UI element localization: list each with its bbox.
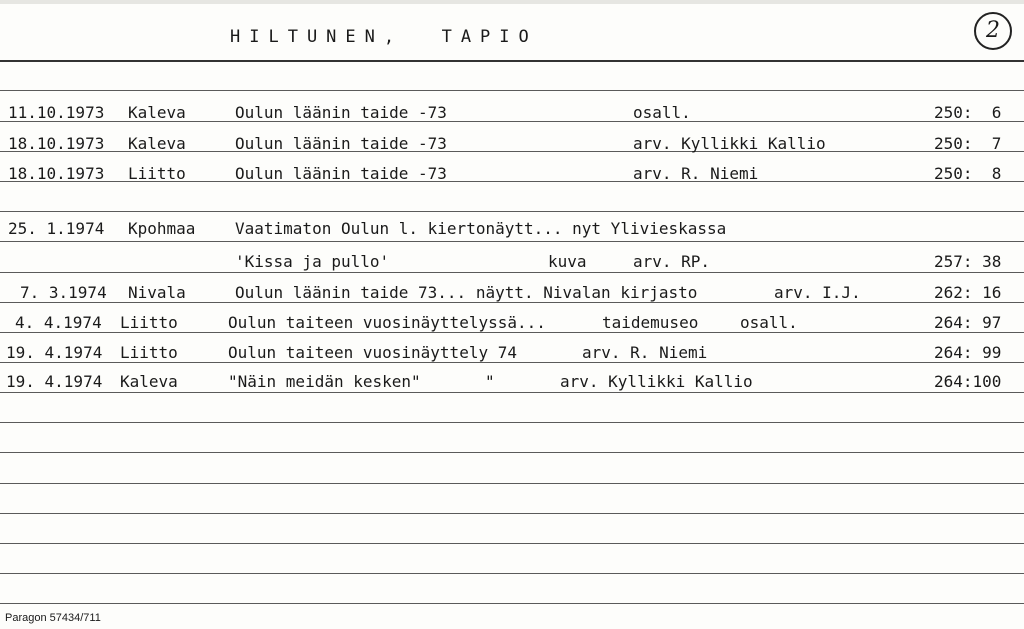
entry-note: osall. bbox=[633, 103, 691, 122]
entry-text: Oulun läänin taide -73 bbox=[235, 164, 447, 183]
entry-source: Nivala bbox=[128, 283, 186, 302]
entry-source: Kaleva bbox=[128, 103, 186, 122]
header-rule bbox=[0, 60, 1024, 62]
entry-ref: 250: 7 bbox=[934, 134, 1002, 153]
entry-date: 4. 4.1974 bbox=[15, 313, 102, 332]
entry-date: 25. 1.1974 bbox=[8, 219, 105, 238]
entry-ref: 257: 38 bbox=[934, 252, 1002, 271]
ruled-line bbox=[0, 452, 1024, 453]
ruled-line bbox=[0, 392, 1024, 393]
ruled-line bbox=[0, 272, 1024, 273]
ruled-line bbox=[0, 573, 1024, 574]
entry-source: Kpohmaa bbox=[128, 219, 196, 238]
entry-kind: kuva bbox=[548, 252, 587, 271]
entry-text: Oulun läänin taide -73 bbox=[235, 103, 447, 122]
ruled-line bbox=[0, 603, 1024, 604]
entry-text: "Näin meidän kesken" bbox=[228, 372, 421, 391]
ruled-line bbox=[0, 483, 1024, 484]
card-number-circle: 2 bbox=[974, 12, 1012, 50]
entry-kind: " bbox=[485, 372, 495, 391]
entry-source: Liitto bbox=[120, 343, 178, 362]
ruled-line bbox=[0, 241, 1024, 242]
entry-ref: 264:100 bbox=[934, 372, 1002, 391]
entry-text: Oulun läänin taide 73... näytt. Nivalan kirjasto bbox=[235, 283, 698, 302]
entry-ref: 264: 97 bbox=[934, 313, 1002, 332]
ruled-line bbox=[0, 543, 1024, 544]
entry-ref: 264: 99 bbox=[934, 343, 1002, 362]
entry-text: 'Kissa ja pullo' bbox=[235, 252, 390, 271]
entry-text: Oulun taiteen vuosinäyttelyssä... bbox=[228, 313, 546, 332]
entry-text: Oulun läänin taide -73 bbox=[235, 134, 447, 153]
entry-note: arv. RP. bbox=[633, 252, 711, 271]
entry-note: arv. I.J. bbox=[774, 283, 861, 302]
entry-note: arv. R. Niemi bbox=[633, 164, 759, 183]
ruled-line bbox=[0, 513, 1024, 514]
printer-footer: Paragon 57434/711 bbox=[5, 612, 101, 624]
entry-note: arv. Kyllikki Kallio bbox=[633, 134, 826, 153]
entry-text: Oulun taiteen vuosinäyttely 74 bbox=[228, 343, 517, 362]
entry-note: arv. R. Niemi bbox=[582, 343, 708, 362]
entry-date: 11.10.1973 bbox=[8, 103, 105, 122]
ruled-line bbox=[0, 90, 1024, 91]
entry-ref: 250: 6 bbox=[934, 103, 1002, 122]
entry-source: Kaleva bbox=[128, 134, 186, 153]
entry-ref: 262: 16 bbox=[934, 283, 1002, 302]
entry-date: 7. 3.1974 bbox=[20, 283, 107, 302]
entry-date: 19. 4.1974 bbox=[6, 343, 103, 362]
entry-ref: 250: 8 bbox=[934, 164, 1002, 183]
card-top-edge bbox=[0, 0, 1024, 4]
ruled-line bbox=[0, 422, 1024, 423]
entry-note: osall. bbox=[740, 313, 798, 332]
entry-text: Vaatimaton Oulun l. kiertonäytt... nyt Ylivieskassa bbox=[235, 219, 727, 238]
card-title: HILTUNEN, TAPIO bbox=[230, 27, 538, 47]
ruled-line bbox=[0, 211, 1024, 212]
entry-date: 19. 4.1974 bbox=[6, 372, 103, 391]
entry-source: Liitto bbox=[120, 313, 178, 332]
entry-source: Kaleva bbox=[120, 372, 178, 391]
entry-date: 18.10.1973 bbox=[8, 164, 105, 183]
entry-source: Liitto bbox=[128, 164, 186, 183]
entry-note: arv. Kyllikki Kallio bbox=[560, 372, 753, 391]
entry-date: 18.10.1973 bbox=[8, 134, 105, 153]
entry-kind: taidemuseo bbox=[602, 313, 699, 332]
